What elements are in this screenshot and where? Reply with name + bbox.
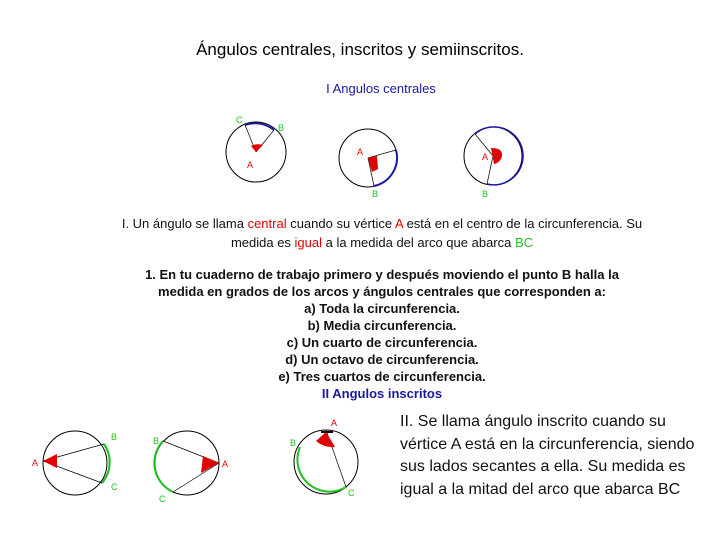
- exercise-item: e) Tres cuartos de circunferencia.: [278, 369, 486, 384]
- exercise-list: [110, 266, 654, 402]
- inscribed-angle-figure-1[interactable]: [32, 431, 118, 495]
- svg-text:A: A: [357, 147, 364, 157]
- label-B: B: [278, 123, 285, 133]
- inscribed-angle-figure-2[interactable]: [153, 431, 228, 504]
- exercise-item: a) Toda la circunferencia.: [304, 301, 460, 316]
- section-heading-inscribed: II Angulos inscritos: [321, 386, 443, 401]
- page-title: Ángulos centrales, inscritos y semiinscritos.: [196, 40, 524, 59]
- central-angle-figure-2[interactable]: [339, 129, 397, 199]
- label-A: A: [247, 160, 254, 170]
- central-angle-figure-3[interactable]: [464, 127, 523, 199]
- svg-text:A: A: [331, 418, 338, 428]
- svg-text:C: C: [348, 488, 355, 498]
- svg-text:A: A: [482, 152, 489, 162]
- exercise-line: 1. En tu cuaderno de trabajo primero y después moviendo el punto B halla la: [145, 267, 619, 282]
- svg-text:B: B: [111, 432, 118, 442]
- svg-text:B: B: [372, 189, 379, 199]
- section-heading-central: I Angulos centrales: [326, 81, 436, 96]
- inscribed-angle-figure-3[interactable]: [290, 418, 358, 498]
- inscribed-angle-definition: II. Se llama ángulo inscrito cuando su vértice A está en la circunferencia, siendo sus lados secantes a ella. Su medida es igual a la mitad del arco que abarca BC: [400, 413, 695, 498]
- central-angle-definition: I. Un ángulo se llama central cuando su vértice A está en el centro de la circunferencia. Su medida es igual a la medida del arco que abarca BC: [121, 216, 643, 250]
- central-angle-figure-1[interactable]: [226, 115, 286, 182]
- exercise-item: d) Un octavo de circunferencia.: [285, 352, 479, 367]
- exercise-line: medida en grados de los arcos y ángulos centrales que corresponden a:: [158, 284, 606, 299]
- svg-text:A: A: [222, 459, 229, 469]
- svg-text:C: C: [159, 494, 166, 504]
- exercise-item: b) Media circunferencia.: [307, 318, 457, 333]
- svg-text:B: B: [153, 436, 160, 446]
- svg-text:B: B: [290, 438, 297, 448]
- exercise-item: c) Un cuarto de circunferencia.: [286, 335, 478, 350]
- label-C: C: [236, 115, 243, 125]
- svg-text:C: C: [111, 482, 118, 492]
- svg-text:A: A: [32, 458, 39, 468]
- svg-text:B: B: [482, 189, 489, 199]
